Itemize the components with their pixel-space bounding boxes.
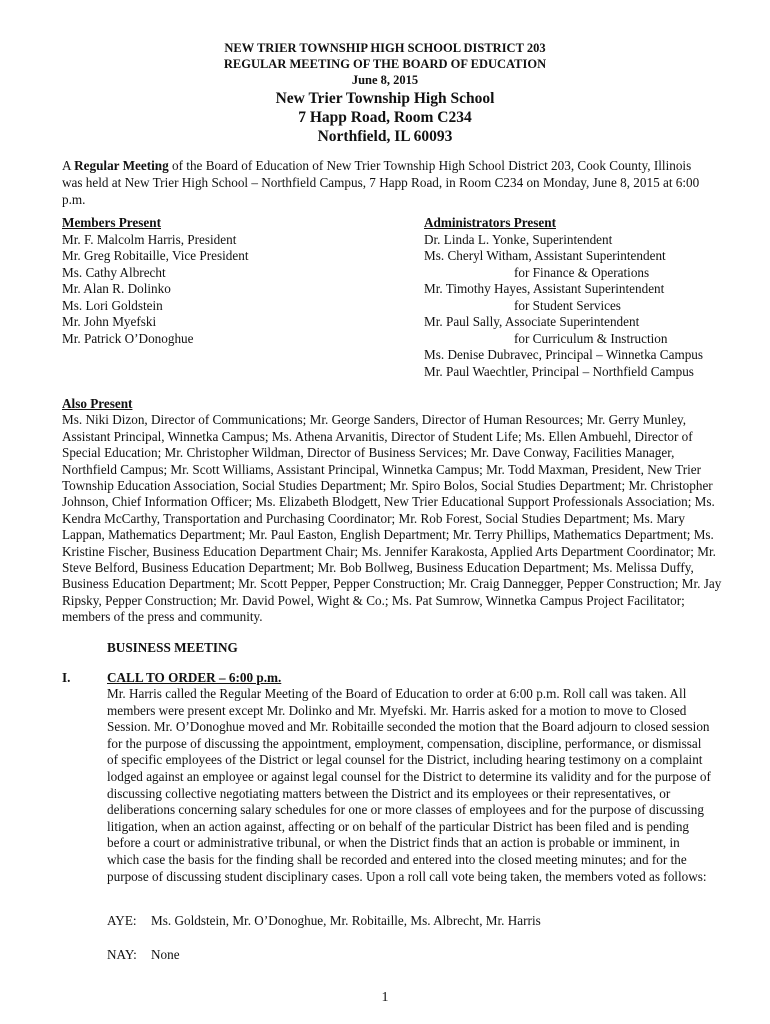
also-present bbox=[62, 396, 722, 626]
aye-label: AYE: bbox=[107, 913, 137, 928]
school-city: Northfield, IL 60093 bbox=[317, 128, 453, 145]
members-heading: Members Present bbox=[62, 215, 161, 230]
administrators-present bbox=[424, 215, 744, 380]
school-name: New Trier Township High School bbox=[275, 90, 495, 107]
nay-label: NAY: bbox=[107, 947, 137, 962]
administrator-item: Ms. Denise Dubravec, Principal – Winnetka Campus bbox=[424, 347, 704, 362]
also-present-text: Ms. Niki Dizon, Director of Communications; Mr. George Sanders, Director of Human Resources; Mr. Gerry Munley, Assistant Principal, Winnetka Campus; Ms. Athena Arvanitis, Director of Student Life; Ms. Ellen Ambuehl, Director of Special Education; Mr. Christopher Wildman, Director of Business Services; Mr. Dave Conway, Facilities Manager, Northfield Campus; Mr. Scott Williams, Assistant Principal, Winnetka Campus; Mr. Todd Maxman, President, New Trier Township Education Association, Social Studies Department; Mr. Spiro Bolos, Social Studies Department; Mr. Christopher Johnson, Chief Information Officer; Ms. Elizabeth Blodgett, New Trier Educational Support Professionals Association; Ms. Kendra McCarthy, Transportation and Purchasing Coordinator; Mr. Rob Forest, Social Studies Department; Ms. Mary Lappan, Mathematics Department; Mr. Paul Easton, English Department; Mr. Terry Phillips, Mathematics Department; Ms. Kristine Fischer, Business Education Department Chair; Ms. Jennifer Karakosta, Applied Arts Department Coordinator; Mr. Steve Belford, Business Education Department; Mr. Bob Bollweg, Business Education Department; Ms. Melissa Duffy, Business Education Department; Mr. Scott Pepper, Pepper Construction; Mr. Craig Dannegger, Pepper Construction; Mr. Jay Ripsky, Pepper Construction; Mr. David Powel, Wight & Co.; Ms. Pat Sumrow, Winnetka Campus Project Facilitator; members of the press and community. bbox=[62, 412, 722, 625]
administrator-item-continuation: for Student Services bbox=[514, 297, 621, 313]
administrator-item: Dr. Linda L. Yonke, Superintendent bbox=[424, 231, 613, 247]
intro-text: of the Board of Education of New Trier Township High School District 203, Cook County, Illinois was held at New Trier High School – Northfield Campus, 7 Happ Road, in Room C234 on Monday, June 8, 2015 at 6:00 p.m. bbox=[62, 158, 700, 207]
nay-names: None bbox=[151, 947, 180, 962]
section-body: Mr. Harris called the Regular Meeting of the Board of Education to order at 6:00 p.m. Roll call was taken. All members were present except Mr. Dolinko and Mr. Myefski. Mr. Harris asked for a motion to move to Closed Session. Mr. O’Donoghue moved and Mr. Robitaille seconded the motion that the Board adjourn to closed session for the purpose of discussing the appointment, employment, compensation, discipline, performance, or dismissal of specific employees of the District or legal counsel for the District, including hearing testimony on a complaint lodged against an employee or against legal counsel for the District to determine its validity and for the purpose of discussing collective negotiating matters between the District and its employees or their representatives, or deliberations concerning salary schedules for one or more classes of employees and for the purpose of discussing litigation, when an action against, affecting or on behalf of the particular District has been filed and is pending before a court or administrative tribunal, or when the District finds that an action is probable or imminent, in which case the basis for the finding shall be recorded and entered into the closed meeting minutes; and for the purpose of discussing student disciplinary cases. Upon a roll call vote being taken, the members voted as follows: bbox=[107, 686, 711, 884]
member-item: Mr. Greg Robitaille, Vice President bbox=[62, 248, 249, 263]
administrator-item: Ms. Cheryl Witham, Assistant Superintendent bbox=[424, 248, 666, 263]
administrator-item-continuation: for Finance & Operations bbox=[514, 264, 650, 280]
member-item: Mr. Patrick O’Donoghue bbox=[62, 330, 194, 346]
member-item: Mr. Alan R. Dolinko bbox=[62, 281, 171, 296]
member-item: Mr. John Myefski bbox=[62, 314, 157, 329]
intro-paragraph bbox=[62, 157, 712, 208]
member-item: Ms. Lori Goldstein bbox=[62, 297, 163, 313]
meeting-date: June 8, 2015 bbox=[351, 73, 419, 87]
page-number: 1 bbox=[381, 990, 389, 1005]
school-address: 7 Happ Road, Room C234 bbox=[298, 109, 472, 126]
intro-bold: Regular Meeting bbox=[74, 158, 169, 173]
administrator-item: Mr. Timothy Hayes, Assistant Superintendent bbox=[424, 281, 665, 296]
business-meeting-heading: BUSINESS MEETING bbox=[107, 640, 238, 655]
administrator-item-continuation: for Curriculum & Instruction bbox=[514, 330, 668, 346]
administrators-heading: Administrators Present bbox=[424, 215, 556, 230]
aye-names: Ms. Goldstein, Mr. O’Donoghue, Mr. Robitaille, Ms. Albrecht, Mr. Harris bbox=[151, 913, 541, 928]
also-present-heading: Also Present bbox=[62, 396, 133, 411]
district-title: NEW TRIER TOWNSHIP HIGH SCHOOL DISTRICT 203 bbox=[224, 41, 546, 55]
administrator-item: Mr. Paul Sally, Associate Superintendent bbox=[424, 314, 640, 329]
section-title: CALL TO ORDER – 6:00 p.m. bbox=[107, 670, 282, 685]
member-item: Ms. Cathy Albrecht bbox=[62, 264, 166, 280]
members-present bbox=[62, 215, 392, 347]
intro-prefix: A bbox=[62, 158, 75, 173]
aye-vote bbox=[107, 913, 541, 929]
member-item: Mr. F. Malcolm Harris, President bbox=[62, 231, 237, 247]
administrator-item: Mr. Paul Waechtler, Principal – Northfield Campus bbox=[424, 363, 694, 379]
nay-vote bbox=[107, 947, 180, 963]
section-number: I. bbox=[62, 670, 71, 685]
meeting-title: REGULAR MEETING OF THE BOARD OF EDUCATION bbox=[223, 57, 547, 71]
